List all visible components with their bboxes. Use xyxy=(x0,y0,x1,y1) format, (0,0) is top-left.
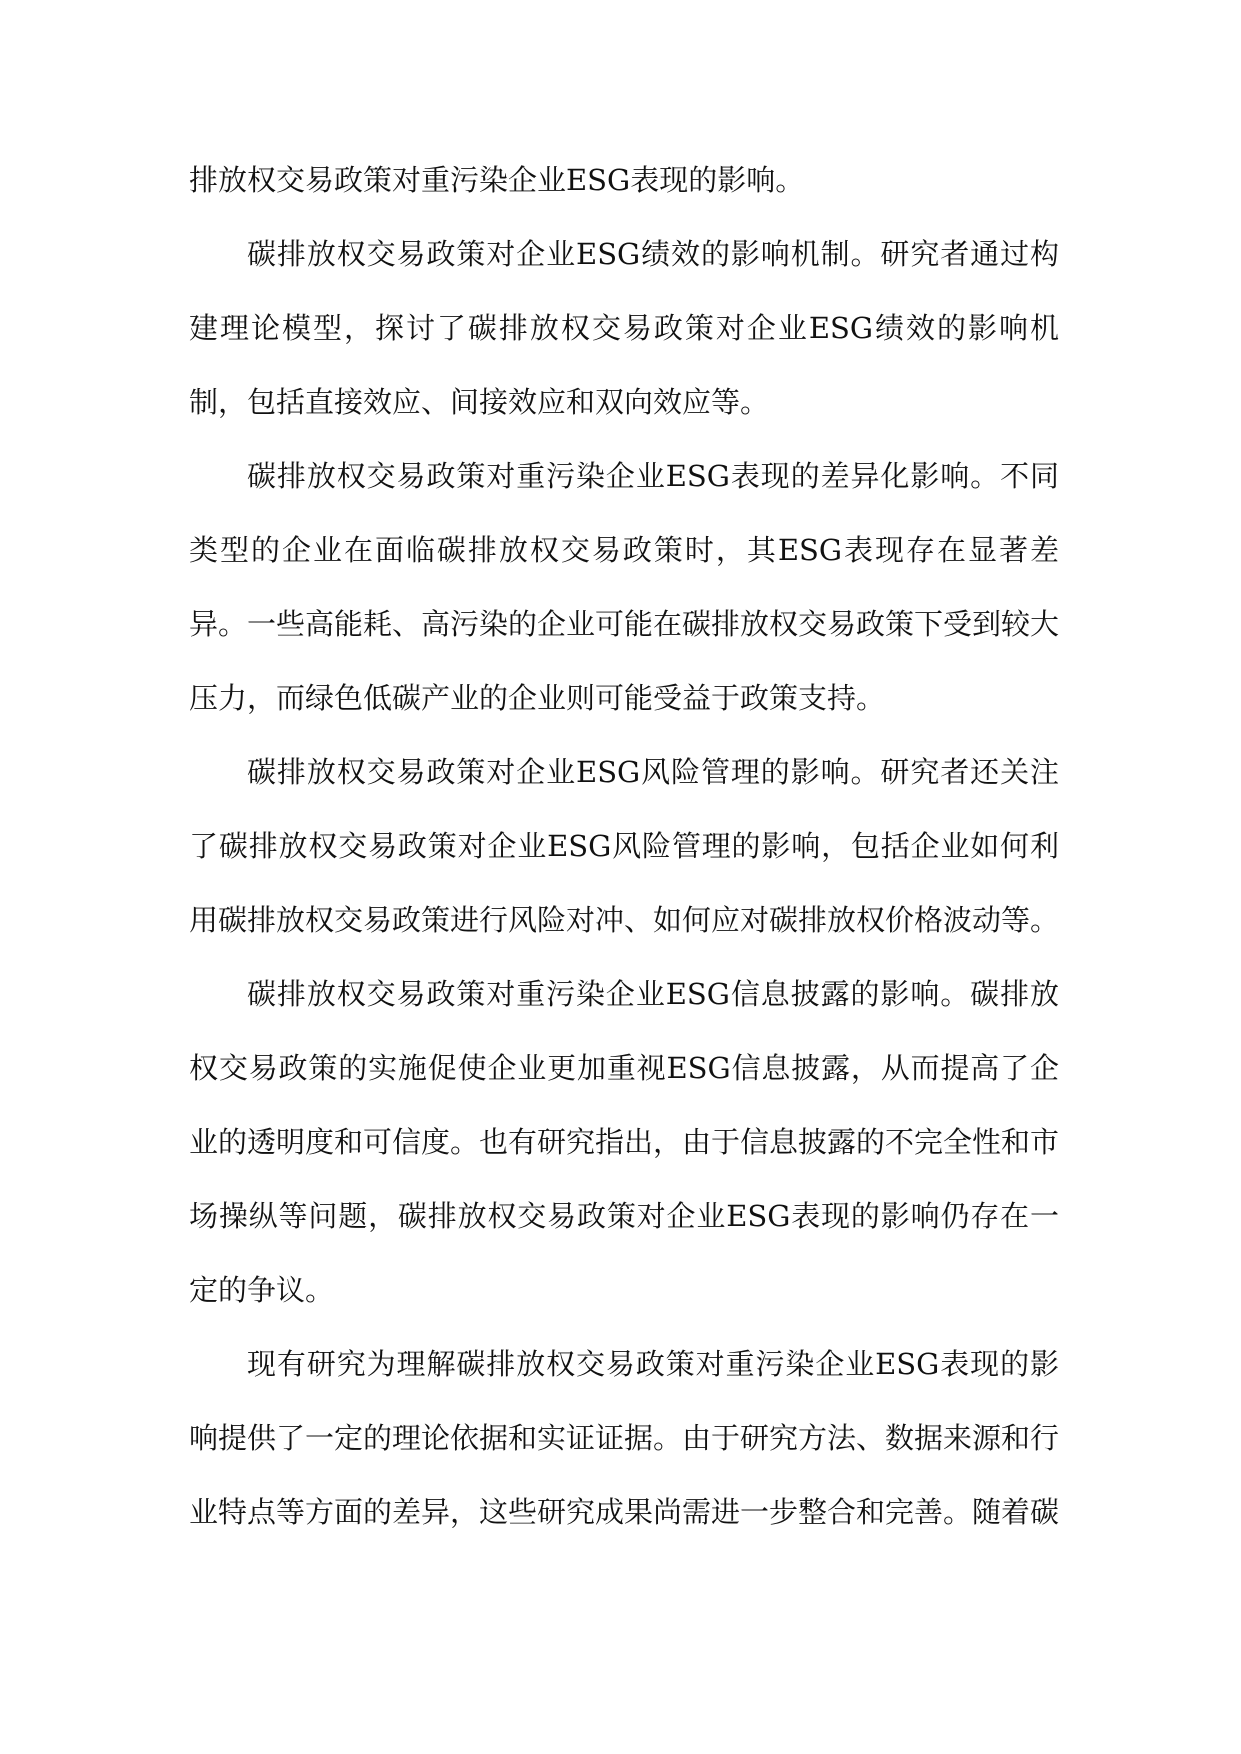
paragraph-differentiated-impact: 碳排放权交易政策对重污染企业ESG表现的差异化影响。不同类型的企业在面临碳排放权交易政策时，其ESG表现存在显著差异。一些高能耗、高污染的企业可能在碳排放权交易政策下受到较大压力，而绿色低碳产业的企业则可能受益于政策支持。 xyxy=(189,459,1060,715)
paragraph-continuation: 排放权交易政策对重污染企业ESG表现的影响。 xyxy=(189,163,805,197)
body-text xyxy=(189,143,1059,1549)
paragraph-information-disclosure: 碳排放权交易政策对重污染企业ESG信息披露的影响。碳排放权交易政策的实施促使企业更加重视ESG信息披露，从而提高了企业的透明度和可信度。也有研究指出，由于信息披露的不完全性和市场操纵等问题，碳排放权交易政策对企业ESG表现的影响仍存在一定的争议。 xyxy=(189,977,1060,1307)
paragraph-existing-research: 现有研究为理解碳排放权交易政策对重污染企业ESG表现的影响提供了一定的理论依据和实证证据。由于研究方法、数据来源和行业特点等方面的差异，这些研究成果尚需进一步整合和完善。随着碳 xyxy=(189,1347,1060,1529)
paragraph-risk-management: 碳排放权交易政策对企业ESG风险管理的影响。研究者还关注了碳排放权交易政策对企业ESG风险管理的影响，包括企业如何利用碳排放权交易政策进行风险对冲、如何应对碳排放权价格波动等。 xyxy=(189,755,1060,937)
paragraph-esg-performance-mechanism: 碳排放权交易政策对企业ESG绩效的影响机制。研究者通过构建理论模型，探讨了碳排放权交易政策对企业ESG绩效的影响机制，包括直接效应、间接效应和双向效应等。 xyxy=(189,237,1059,419)
